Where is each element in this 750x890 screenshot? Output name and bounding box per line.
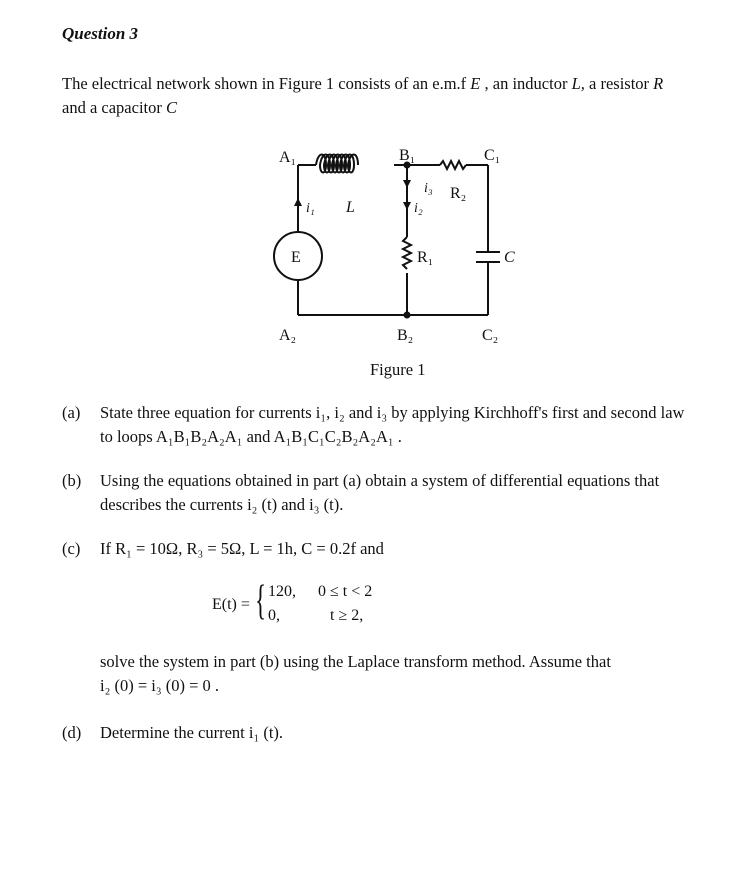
- label-i1: i₁: [306, 201, 315, 216]
- intro-text: a resistor: [584, 74, 654, 93]
- part-c-continued: [62, 650, 712, 700]
- part-label: (d): [62, 723, 82, 742]
- label-i2: i₂: [414, 201, 423, 216]
- inductor-coil: [316, 155, 358, 173]
- part-a-line1: State three equation for currents i₁, i₂ and i₃ by applying Kirchhoff's first and second law: [100, 403, 685, 422]
- label-c2: C₂: [482, 327, 499, 344]
- emf-symbol: E: [470, 74, 481, 93]
- label-a1: A₁: [279, 149, 297, 166]
- resistor-symbol: R: [653, 74, 664, 93]
- part-b: [62, 469, 712, 519]
- intro-text: The electrical network shown in Figure 1 consists of an e.m.f: [62, 74, 471, 93]
- part-d: [62, 721, 712, 745]
- case2-value: 0,: [268, 607, 280, 624]
- part-b-line2: describes the currents i₂ (t) and i₃ (t).: [100, 495, 344, 514]
- label-c1: C₁: [484, 147, 501, 164]
- piecewise-lhs: E(t) =: [212, 596, 250, 613]
- label-l: L: [346, 199, 355, 216]
- case1-value: 120,: [268, 583, 296, 600]
- case2-condition: t ≥ 2,: [330, 607, 364, 624]
- circuit-diagram: [0, 0, 750, 360]
- part-label: (c): [62, 539, 81, 558]
- part-a: [62, 401, 712, 451]
- part-c-line3: solve the system in part (b) using the Laplace transform method. Assume that: [100, 652, 611, 671]
- part-label: (b): [62, 471, 82, 490]
- label-b1: B₁: [399, 147, 416, 164]
- resistor-r2-zigzag: [440, 161, 466, 169]
- resistor-r1-zigzag: [403, 237, 411, 269]
- label-a2: A₂: [279, 327, 297, 344]
- part-c-line4: i₂ (0) = i₃ (0) = 0 .: [100, 676, 220, 695]
- part-b-line1: Using the equations obtained in part (a) obtain a system of differential equations that: [100, 471, 660, 490]
- part-a-line2: to loops A₁B₁B₂A₂A₁ and A₁B₁C₁C₂B₂A₂A₁ .: [100, 427, 402, 446]
- junction-b2: [404, 312, 411, 319]
- part-c: [62, 537, 712, 561]
- part-label: (a): [62, 403, 81, 422]
- label-e: E: [291, 249, 301, 266]
- part-c-line1: If R₁ = 10Ω, R₃ = 5Ω, L = 1h, C = 0.2f and: [100, 539, 384, 558]
- piecewise-brace: {: [255, 578, 267, 624]
- inductor-symbol: L,: [571, 74, 585, 93]
- current-arrow-i1: [294, 198, 302, 206]
- label-c: C: [504, 249, 515, 266]
- part-d-line1: Determine the current i₁ (t).: [100, 723, 284, 742]
- intro-text: , an inductor: [480, 74, 572, 93]
- intro-text: and a capacitor: [62, 98, 166, 117]
- capacitor-symbol: C: [165, 98, 177, 117]
- label-r2: R₂: [450, 185, 467, 202]
- label-i3: i₃: [424, 181, 433, 196]
- figure-caption: Figure 1: [370, 360, 426, 379]
- label-b2: B₂: [397, 327, 414, 344]
- question-heading: Question 3: [62, 24, 139, 43]
- case1-condition: 0 ≤ t < 2: [318, 583, 373, 600]
- current-arrow-i3: [403, 180, 411, 188]
- current-arrow-i2: [403, 202, 411, 210]
- label-r1: R₁: [417, 249, 434, 266]
